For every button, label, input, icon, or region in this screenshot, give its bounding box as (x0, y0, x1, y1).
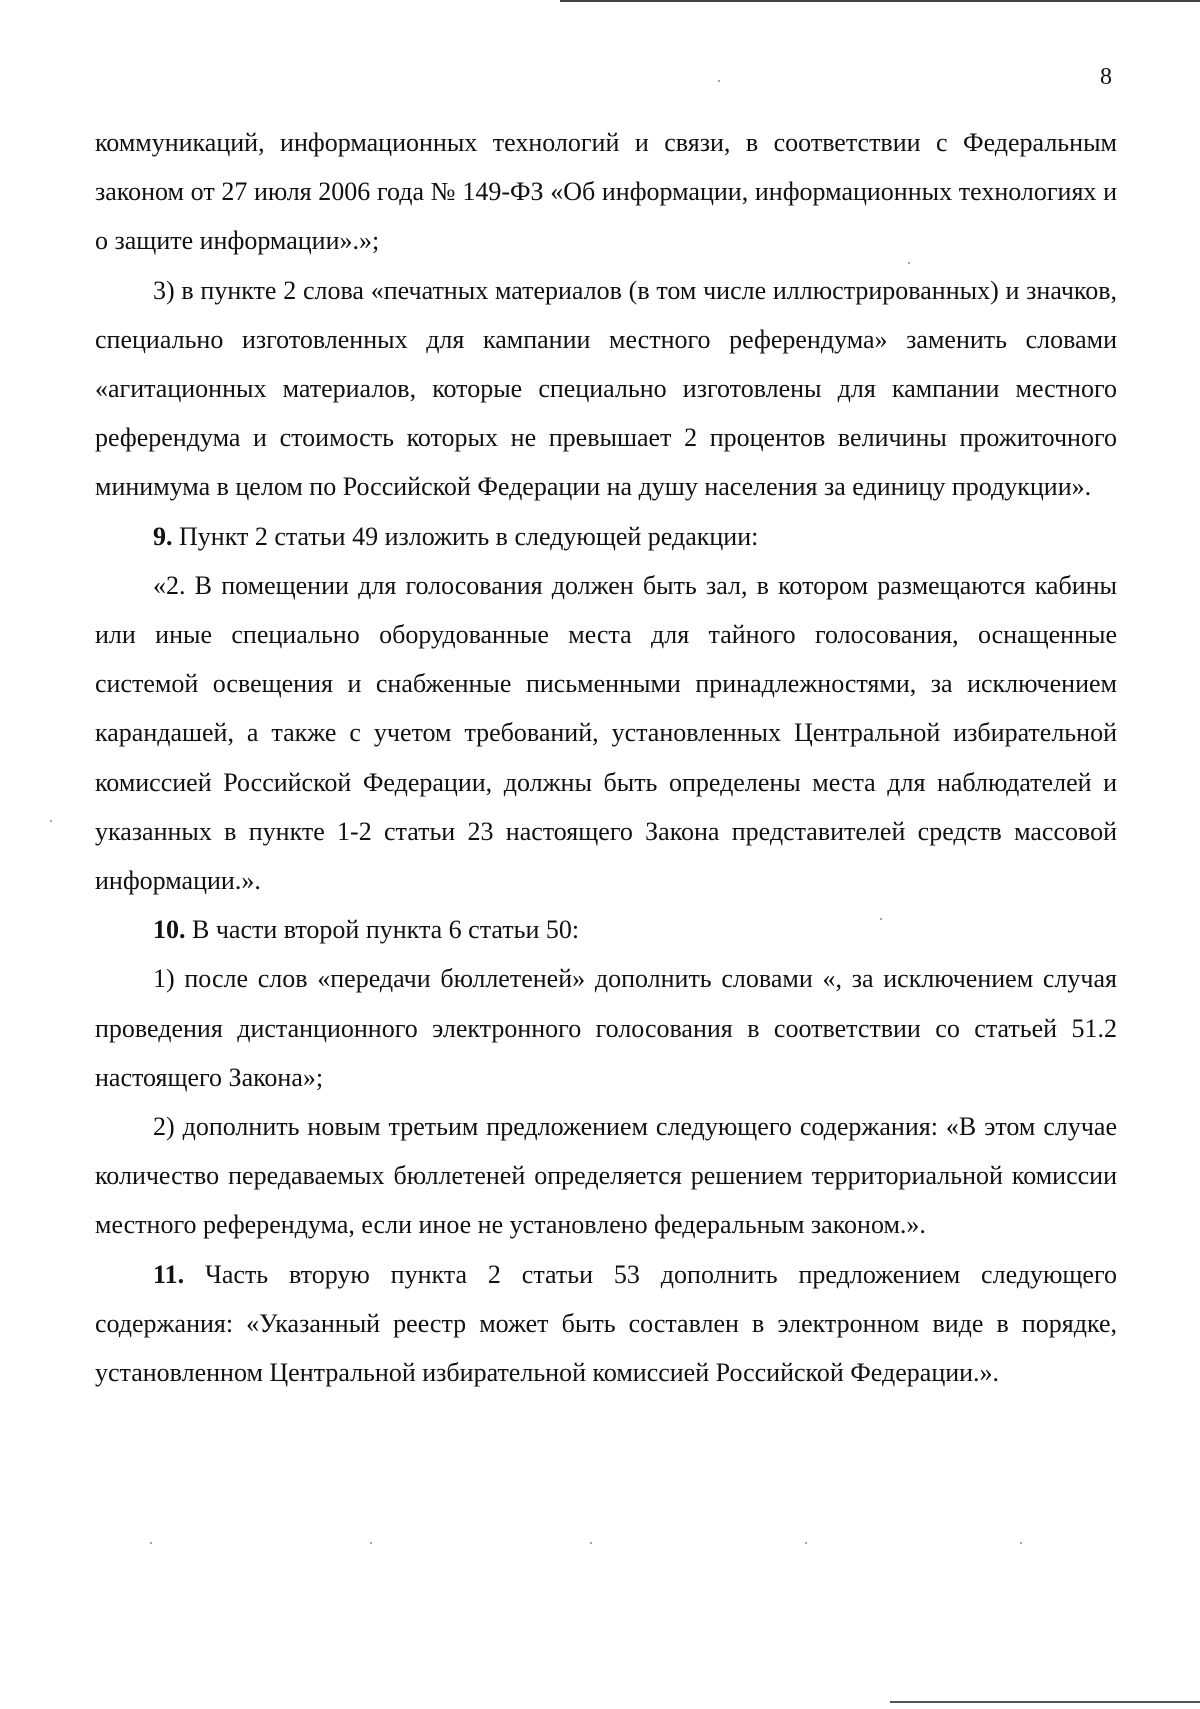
paragraph-text: 2) дополнить новым третьим предложением следующего содержания: «В этом случае количество передаваемых бюллетеней определяется решением территориальной комиссии местного референдума, если иное не установлено федеральным законом.». (95, 1112, 1117, 1240)
scan-speck (50, 820, 52, 822)
paragraph-continuation (95, 118, 1117, 266)
scan-speck (908, 262, 910, 264)
scan-speck (150, 1542, 152, 1544)
document-body (95, 118, 1117, 1397)
item-number: 10. (153, 915, 186, 945)
paragraph-item-9 (95, 512, 1117, 561)
scan-speck (1020, 1542, 1022, 1544)
page-number: 8 (1100, 64, 1112, 90)
paragraph-subitem-2 (95, 1102, 1117, 1250)
paragraph-subitem-3 (95, 266, 1117, 512)
bottom-edge-line (890, 1701, 1200, 1703)
paragraph-text: В части второй пункта 6 статьи 50: (185, 915, 580, 945)
paragraph-text: Пункт 2 статьи 49 изложить в следующей редакции: (172, 521, 759, 551)
paragraph-text: 3) в пункте 2 слова «печатных материалов (в том числе иллюстрированных) и значков, специально изготовленных для кампании местного референдума» заменить словами «агитационных материалов, которые специально изготовлены для кампании местного референдума и стоимость которых не превышает 2 процентов величины прожиточного минимума в целом по Российской Федерации на душу населения за единицу продукции». (95, 275, 1117, 502)
scan-speck (590, 1542, 592, 1544)
paragraph-text: Часть вторую пункта 2 статьи 53 дополнить предложением следующего содержания: «Указанный реестр может быть составлен в электронном виде в порядке, установленном Центральной избирательной комиссией Российской Федерации.». (95, 1259, 1117, 1388)
paragraph-text: 1) после слов «передачи бюллетеней» дополнить словами «, за исключением случая проведения дистанционного электронного голосования в соответствии со статьей 51.2 настоящего Закона»; (95, 964, 1117, 1092)
paragraph-quoted-text (95, 561, 1117, 905)
scan-speck (718, 80, 720, 82)
paragraph-item-11 (95, 1250, 1117, 1398)
scan-speck (880, 918, 882, 920)
top-edge-line (560, 0, 1200, 2)
scan-speck (370, 1542, 372, 1544)
paragraph-text: коммуникаций, информационных технологий и связи, в соответствии с Федеральным законом от 27 июля 2006 года № 149-ФЗ «Об информации, информационных технологиях и о защите информации».»; (95, 128, 1117, 256)
scan-speck (805, 1542, 807, 1544)
item-number: 11. (153, 1259, 185, 1289)
paragraph-subitem-1 (95, 954, 1117, 1102)
item-number: 9. (153, 521, 173, 551)
paragraph-item-10 (95, 905, 1117, 954)
paragraph-text: «2. В помещении для голосования должен быть зал, в котором размещаются кабины или иные специально оборудованные места для тайного голосования, оснащенные системой освещения и снабженные письменными принадлежностями, за исключением карандашей, а также с учетом требований, установленных Центральной избирательной комиссией Российской Федерации, должны быть определены места для наблюдателей и указанных в пункте 1-2 статьи 23 настоящего Закона представителей средств массовой информации.». (95, 570, 1117, 896)
